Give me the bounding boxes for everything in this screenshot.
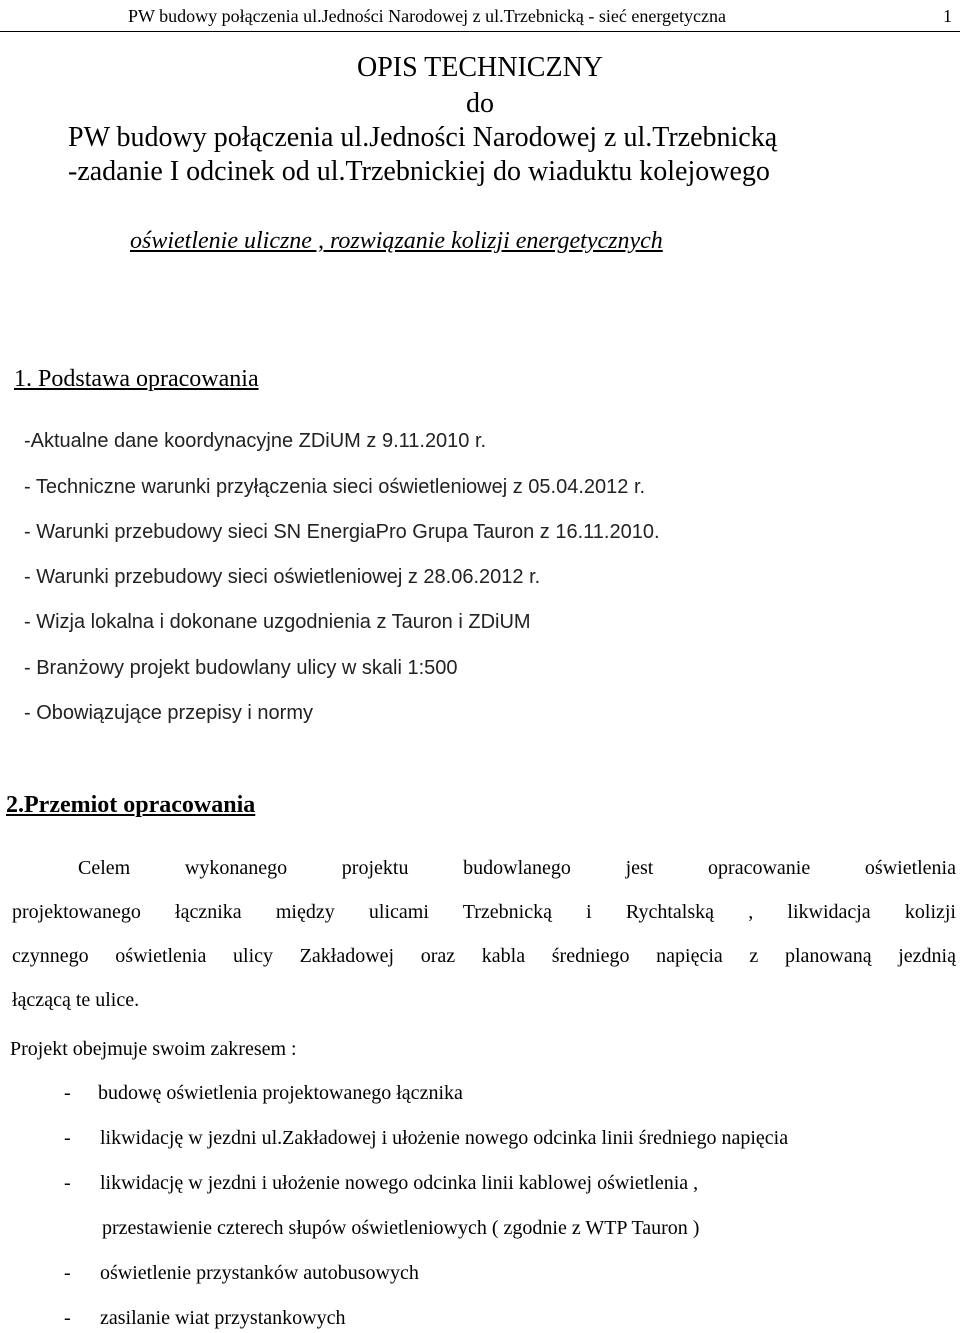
scope-item: zasilanie wiat przystankowych — [100, 1307, 346, 1329]
paragraph-line: projektowanego łącznika między ulicami Trzebnicką i Rychtalską , likwidacja kolizji — [12, 901, 956, 923]
header-text: PW budowy połączenia ul.Jedności Narodowej z ul.Trzebnicką - sieć energetyczna — [128, 6, 726, 26]
basis-item: - Obowiązujące przepisy i normy — [24, 702, 313, 724]
basis-item: - Warunki przebudowy sieci oświetleniowej z 28.06.2012 r. — [24, 566, 541, 588]
title-line-project: PW budowy połączenia ul.Jedności Narodowej z ul.Trzebnicką — [68, 122, 778, 153]
scope-item: likwidację w jezdni ul.Zakładowej i ułożenie nowego odcinka linii średniego napięcia — [100, 1127, 789, 1149]
scope-intro: Projekt obejmuje swoim zakresem : — [10, 1038, 297, 1060]
basis-item: -Aktualne dane koordynacyjne ZDiUM z 9.11.2010 r. — [24, 430, 487, 452]
page-header — [0, 3, 960, 32]
list-dash: - — [64, 1082, 71, 1104]
paragraph-line: czynnego oświetlenia ulicy Zakładowej oraz kabla średniego napięcia z planowaną jezdnią — [12, 945, 956, 967]
section-2-heading: 2.Przemiot opracowania — [6, 792, 256, 818]
section-1-heading: 1. Podstawa opracowania — [14, 366, 259, 392]
document-subtitle: oświetlenie uliczne , rozwiązanie kolizji energetycznych — [130, 228, 663, 254]
paragraph-line: Celem wykonanego projektu budowlanego jest opracowanie oświetlenia — [78, 857, 956, 879]
scope-item: budowę oświetlenia projektowanego łącznika — [98, 1082, 463, 1104]
title-line-do: do — [466, 88, 494, 119]
list-dash: - — [64, 1307, 71, 1329]
list-dash: - — [64, 1127, 71, 1149]
scope-item-continuation: przestawienie czterech słupów oświetleniowych ( zgodnie z WTP Tauron ) — [102, 1217, 700, 1239]
paragraph-line: łączącą te ulice. — [12, 989, 140, 1011]
scope-item: likwidację w jezdni i ułożenie nowego odcinka linii kablowej oświetlenia , — [100, 1172, 699, 1194]
basis-item: - Wizja lokalna i dokonane uzgodnienia z Tauron i ZDiUM — [24, 611, 531, 633]
page-number: 1 — [943, 6, 952, 26]
title-line-task: -zadanie I odcinek od ul.Trzebnickiej do wiaduktu kolejowego — [68, 156, 770, 187]
list-dash: - — [64, 1172, 71, 1194]
basis-item: - Techniczne warunki przyłączenia sieci oświetleniowej z 05.04.2012 r. — [24, 476, 646, 498]
basis-item: - Branżowy projekt budowlany ulicy w skali 1:500 — [24, 657, 458, 679]
document-title: OPIS TECHNICZNY — [356, 52, 604, 83]
list-dash: - — [64, 1262, 71, 1284]
purpose-paragraph — [12, 846, 956, 1022]
scope-item: oświetlenie przystanków autobusowych — [100, 1262, 419, 1284]
basis-item: - Warunki przebudowy sieci SN EnergiaPro Grupa Tauron z 16.11.2010. — [24, 521, 660, 543]
